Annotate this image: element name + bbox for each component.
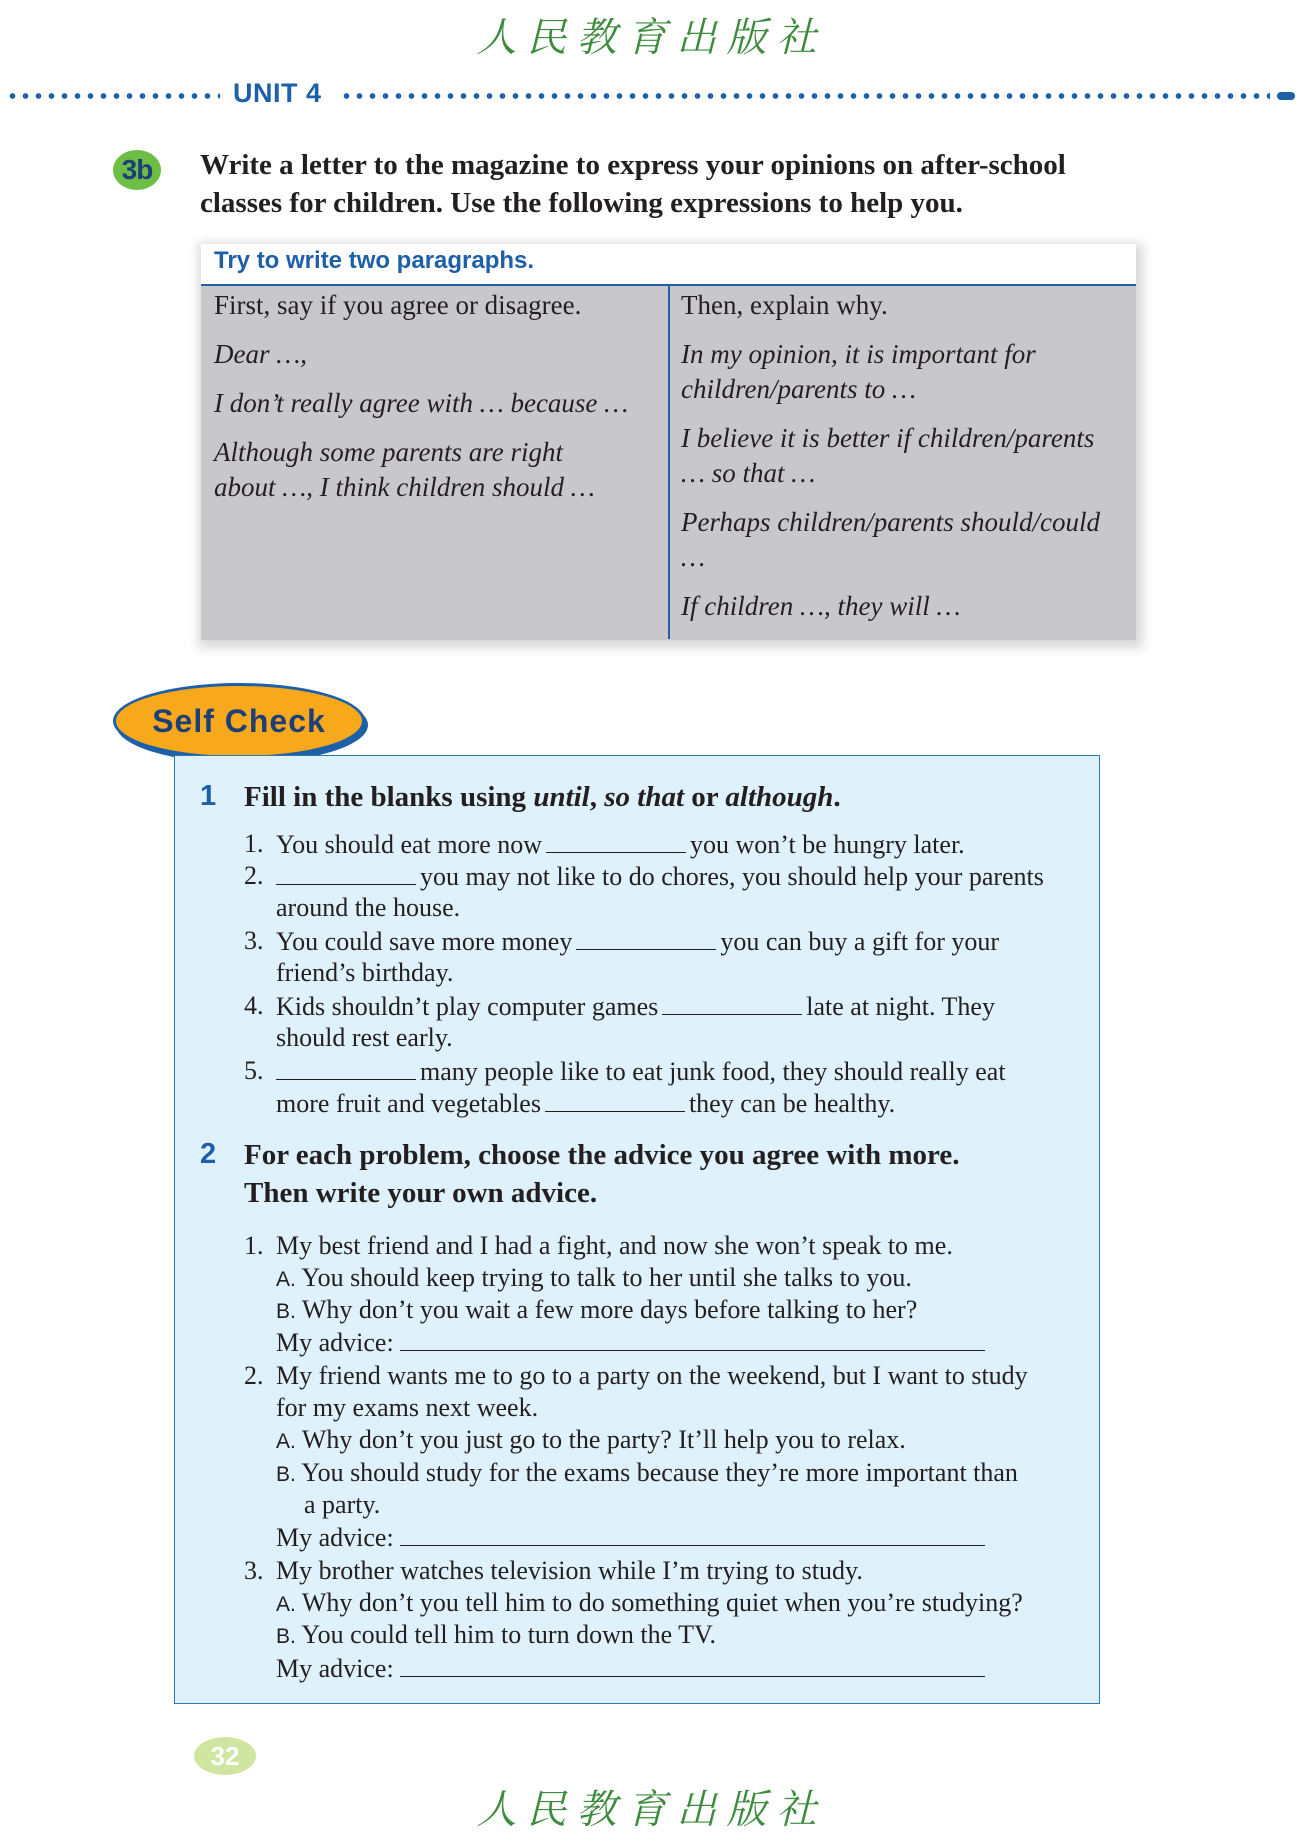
question-title: [244, 1136, 960, 1212]
option-a: [276, 1587, 1023, 1621]
option-text: You could tell him to turn down the TV.: [301, 1620, 716, 1649]
fill-item: [276, 828, 965, 861]
problem-text: My friend wants me to go to a party on the weekend, but I want to study: [276, 1361, 1028, 1390]
question-number: 1: [200, 780, 217, 812]
option-text: You should study for the exams because they’re more important than: [301, 1458, 1018, 1487]
expression: Perhaps children/parents should/could: [681, 507, 1100, 537]
option-letter: A.: [276, 1268, 296, 1291]
title-text: Fill in the blanks using: [244, 781, 534, 813]
item-number: 3.: [244, 926, 264, 955]
answer-blank[interactable]: [276, 1055, 416, 1080]
publisher-watermark: 人民教育出版社: [476, 1787, 827, 1833]
unit-label: UNIT 4: [233, 78, 322, 108]
item-text: many people like to eat junk food, they should really eat: [420, 1057, 1006, 1086]
publisher-watermark: 人民教育出版社: [476, 15, 827, 61]
expression: …: [681, 542, 706, 572]
option-b: [276, 1457, 1018, 1491]
fill-item: [276, 1087, 895, 1120]
item-text: You should eat more now: [276, 830, 543, 859]
exercise-badge-3b: 3b: [113, 150, 161, 190]
title-text: .: [833, 781, 841, 813]
dotted-rule-left: [6, 92, 220, 100]
item-number: 2.: [244, 1361, 264, 1390]
option-b: [276, 1294, 917, 1328]
option-letter: B.: [276, 1463, 296, 1486]
item-number: 3.: [244, 1556, 264, 1585]
expression: Although some parents are right: [214, 437, 563, 467]
title-text: ,: [589, 781, 605, 813]
title-word: so that: [604, 781, 685, 813]
item-text: friend’s birthday.: [276, 958, 454, 987]
advice-label: My advice:: [276, 1523, 394, 1552]
answer-blank[interactable]: [576, 925, 716, 950]
instruction-line: Write a letter to the magazine to express your opinions on after-school: [200, 149, 1066, 181]
item-text: should rest early.: [276, 1023, 453, 1052]
item-number: 1.: [244, 829, 264, 858]
rule-end-cap: [1277, 92, 1295, 100]
expression: If children …, they will …: [681, 591, 961, 621]
expression: I believe it is better if children/parents: [681, 423, 1095, 453]
item-text: more fruit and vegetables: [276, 1089, 541, 1118]
advice-label: My advice:: [276, 1654, 394, 1683]
title-line: For each problem, choose the advice you agree with more.: [244, 1139, 960, 1171]
expression: Dear …,: [214, 339, 307, 369]
item-number: 1.: [244, 1231, 264, 1260]
title-word: although: [725, 781, 834, 813]
answer-blank[interactable]: [662, 990, 802, 1015]
advice-label: My advice:: [276, 1328, 394, 1357]
advice-answer-line[interactable]: [400, 1521, 985, 1546]
item-number: 4.: [244, 991, 264, 1020]
expression: I don’t really agree with … because …: [214, 388, 629, 418]
item-text: Kids shouldn’t play computer games: [276, 992, 659, 1021]
option-text: Why don’t you just go to the party? It’ll help you to relax.: [301, 1425, 906, 1454]
answer-blank[interactable]: [276, 860, 416, 885]
expression: children/parents to …: [681, 374, 916, 404]
item-text: around the house.: [276, 893, 461, 922]
question-number: 2: [200, 1138, 217, 1170]
expressions-right-column: [681, 288, 1126, 638]
exercise-instruction: [200, 146, 1160, 222]
expression: … so that …: [681, 458, 816, 488]
option-text: Why don’t you wait a few more days before talking to her?: [301, 1295, 918, 1324]
divider: [668, 284, 670, 639]
expression: In my opinion, it is important for: [681, 339, 1036, 369]
problem-text: for my exams next week.: [276, 1393, 539, 1422]
option-text: Why don’t you tell him to do something quiet when you’re studying?: [301, 1588, 1023, 1617]
item-number: 2.: [244, 861, 264, 890]
answer-blank[interactable]: [545, 1087, 685, 1112]
option-letter: B.: [276, 1625, 296, 1648]
instruction-line: classes for children. Use the following expressions to help you.: [200, 187, 963, 219]
advice-answer-line[interactable]: [400, 1326, 985, 1351]
title-word: until: [533, 781, 590, 813]
item-text: You could save more money: [276, 927, 573, 956]
answer-blank[interactable]: [546, 828, 686, 853]
column-heading: First, say if you agree or disagree.: [214, 290, 582, 320]
title-text: or: [684, 781, 726, 813]
question-title: [244, 778, 841, 816]
self-check-badge: Self Check: [113, 683, 365, 759]
option-text: a party.: [304, 1490, 381, 1519]
option-letter: B.: [276, 1300, 296, 1323]
title-line: Then write your own advice.: [244, 1177, 598, 1209]
item-number: 5.: [244, 1056, 264, 1085]
dotted-rule-right: [340, 92, 1270, 100]
expressions-title: Try to write two paragraphs.: [214, 247, 535, 274]
expression: about …, I think children should …: [214, 472, 595, 502]
option-letter: A.: [276, 1593, 296, 1616]
item-text: you can buy a gift for your: [720, 927, 1000, 956]
problem-text: My brother watches television while I’m trying to study.: [276, 1556, 863, 1585]
item-text: they can be healthy.: [688, 1089, 896, 1118]
advice-row: [276, 1326, 985, 1359]
advice-row: [276, 1521, 985, 1554]
option-a: [276, 1424, 906, 1458]
advice-row: [276, 1652, 985, 1685]
option-b: [276, 1619, 716, 1653]
fill-item: [276, 925, 999, 958]
fill-item: [276, 990, 995, 1023]
item-text: you may not like to do chores, you should help your parents: [420, 862, 1044, 891]
fill-item: [276, 860, 1044, 893]
item-text: late at night. They: [806, 992, 995, 1021]
fill-item: [276, 1055, 1006, 1088]
option-letter: A.: [276, 1430, 296, 1453]
expressions-left-column: [214, 288, 654, 519]
problem-text: My best friend and I had a fight, and now she won’t speak to me.: [276, 1231, 953, 1260]
advice-answer-line[interactable]: [400, 1652, 985, 1677]
item-text: you won’t be hungry later.: [690, 830, 965, 859]
option-text: You should keep trying to talk to her until she talks to you.: [301, 1263, 912, 1292]
page-number: 32: [194, 1737, 256, 1775]
column-heading: Then, explain why.: [681, 290, 888, 320]
option-a: [276, 1262, 912, 1296]
